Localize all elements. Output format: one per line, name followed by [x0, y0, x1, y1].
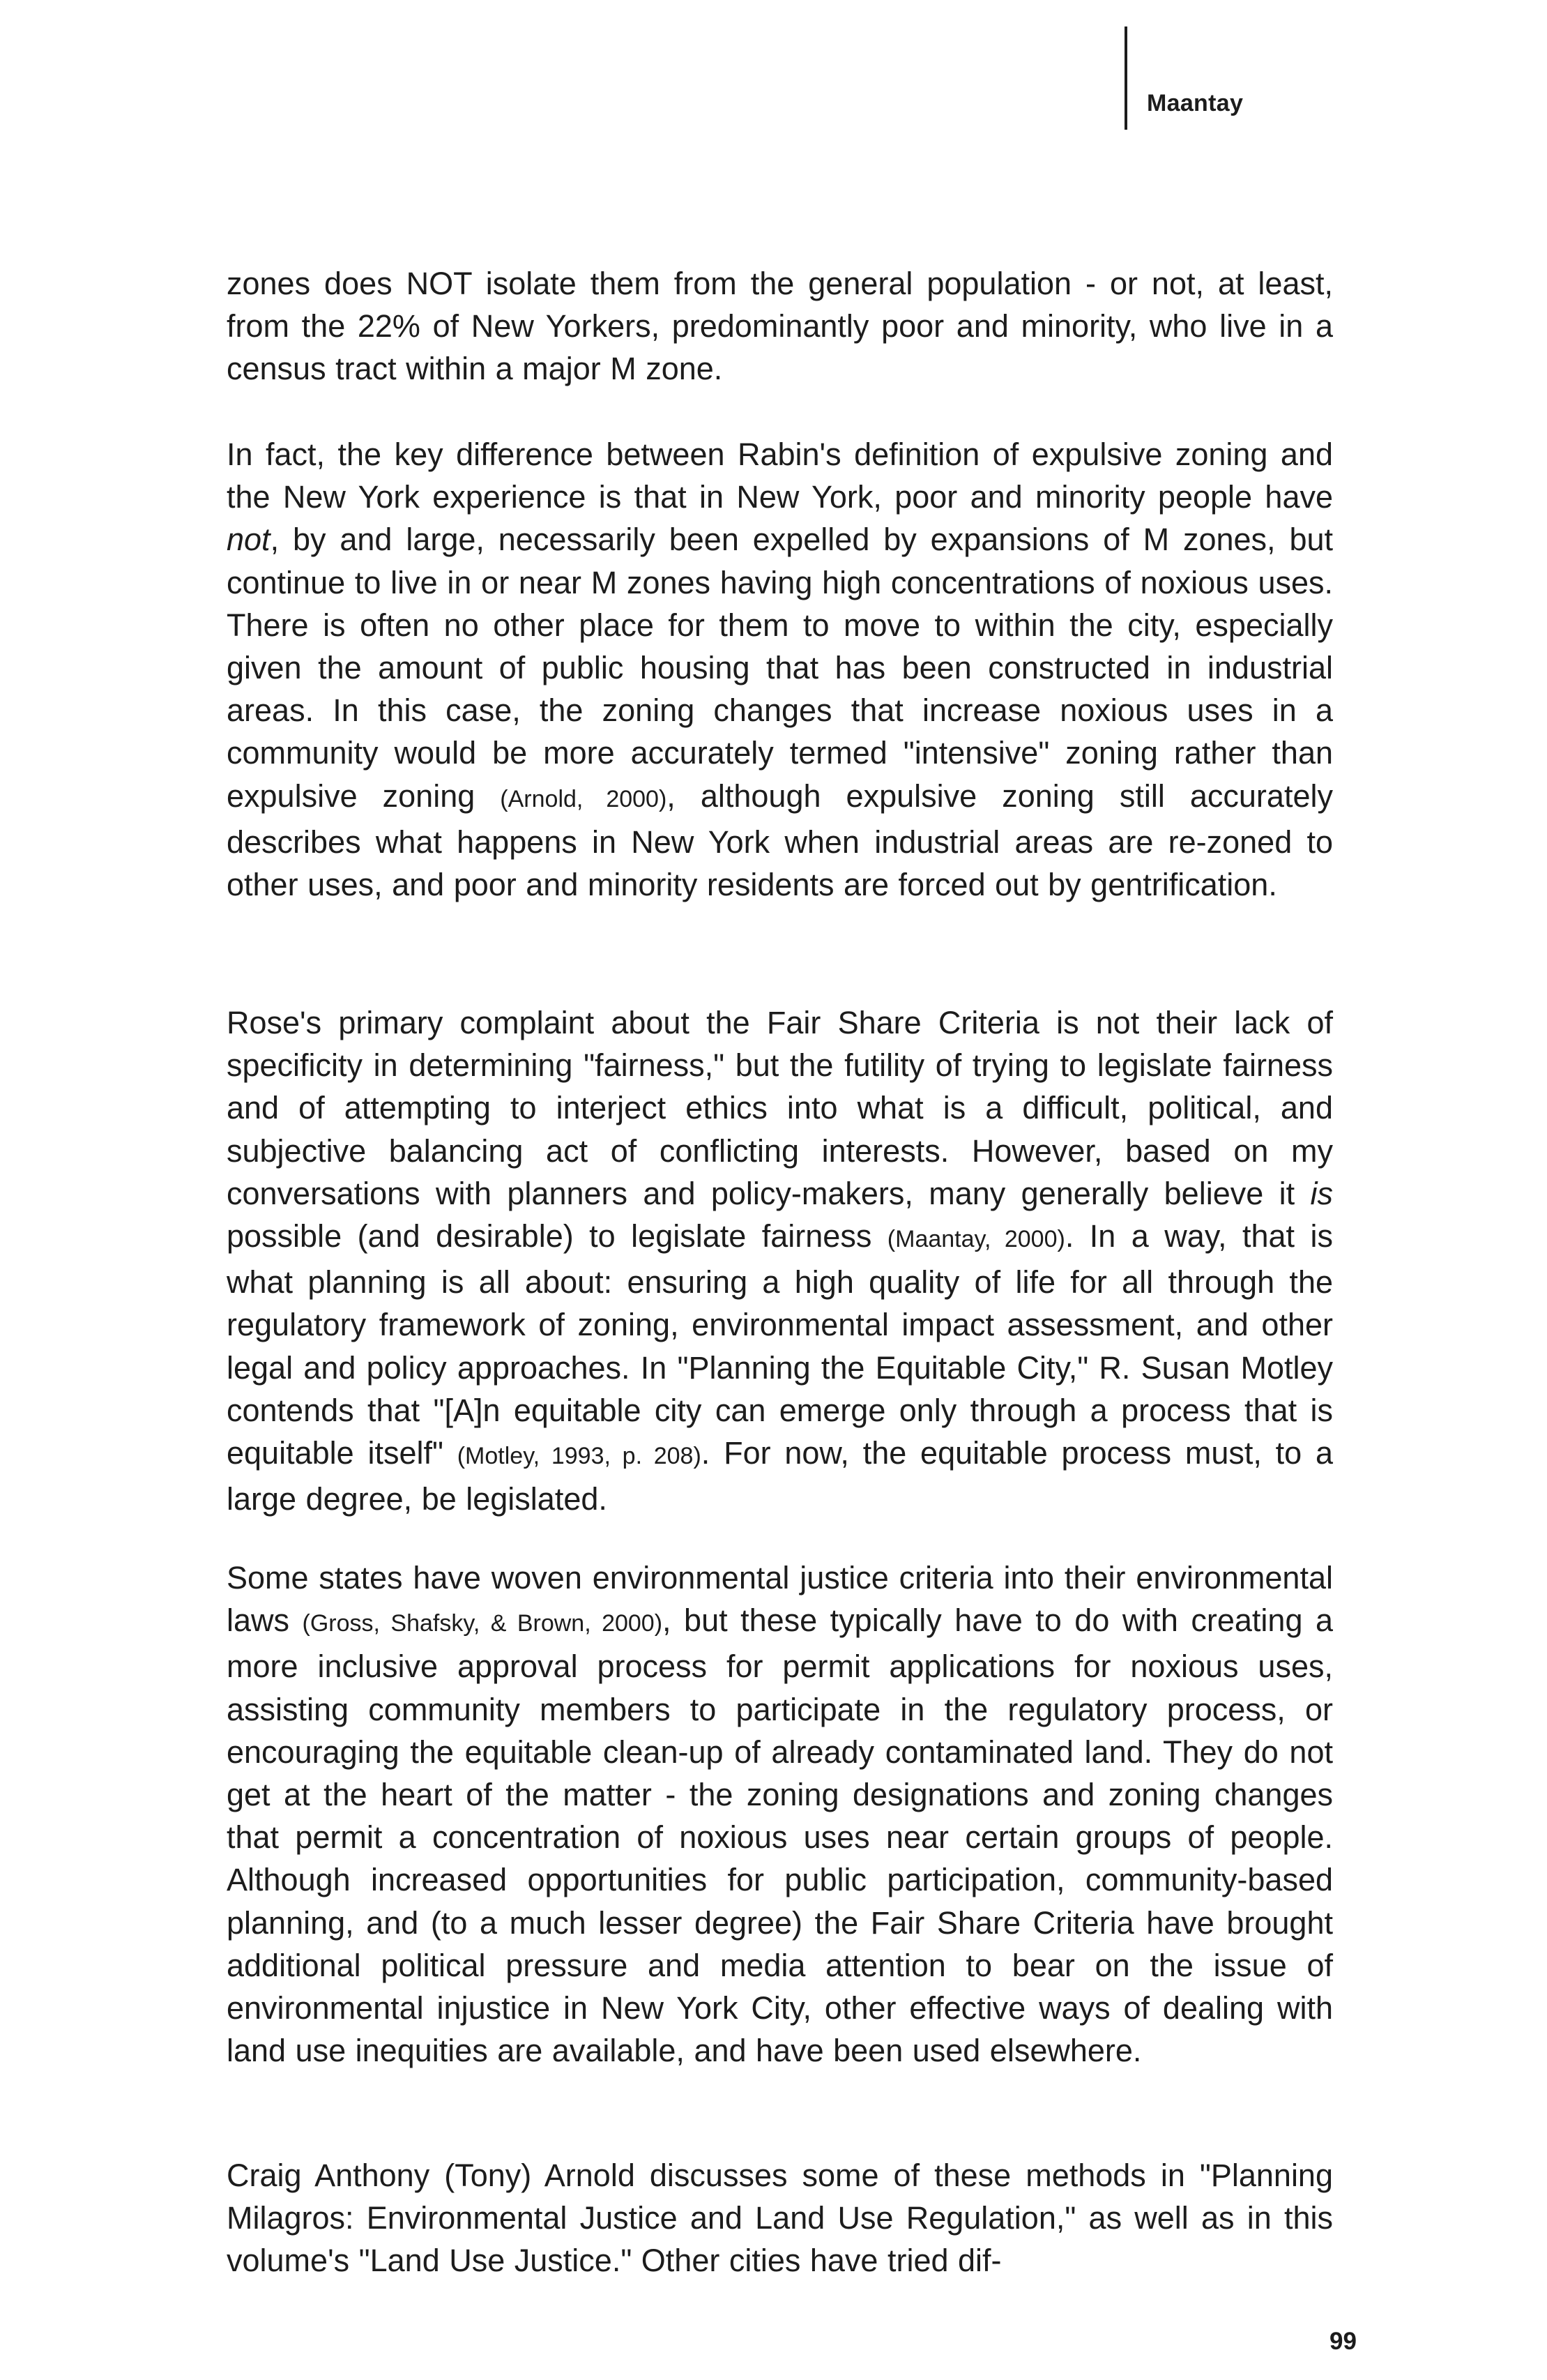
paragraph-4-part-a: Some states have woven environmental justice criteria into their environmental laws [227, 1560, 1333, 1639]
paragraph-2-part-c: , although expulsive zoning still accurately describes what happens in New York when industrial areas are re-zoned to other uses, and poor and minority residents are forced out by gentrification. [227, 778, 1333, 903]
paragraph-4 [227, 1556, 1333, 2072]
citation-arnold-2000: (Arnold, 2000) [500, 785, 667, 812]
page-number: 99 [1329, 2328, 1357, 2355]
paragraph-2-emphasis: not [227, 522, 270, 558]
paragraph-3-part-c: . In a way, that is what planning is all about: ensuring a high quality of life for all through the regulatory framework of zoning, environmental impact assessment, and other legal and policy approaches. In "Planning the Equitable City," R. Susan Motley contends that "[A]n equitable city can emerge only through a process that is equitable itself" [227, 1218, 1333, 1471]
paragraph-4-part-b: , but these typically have to do with creating a more inclusive approval process for permit applications for noxious uses, assisting community members to participate in the regulatory process, or encouraging the equitable clean-up of already contaminated land. They do not get at the heart of the matter - the zoning designations and zoning changes that permit a concentration of noxious uses near certain groups of people. Although increased opportunities for public participation, community-based planning, and (to a much lesser degree) the Fair Share Criteria have brought additional political pressure and media attention to bear on the issue of environmental injustice in New York City, other effective ways of dealing with land use inequities are available, and have been used elsewhere. [227, 1602, 1333, 2069]
paragraph-2-part-a: In fact, the key difference between Rabin's definition of expulsive zoning and the New York experience is that in New York, poor and minority people have [227, 437, 1333, 515]
paragraph-3-part-a: Rose's primary complaint about the Fair Share Criteria is not their lack of specificity in determining "fairness," but the futility of trying to legislate fairness and of attempting to interject ethics into what is a difficult, political, and subjective balancing act of conflicting interests. However, based on my conversations with planners and policy-makers, many generally believe it [227, 1005, 1333, 1211]
paragraph-3-emphasis: is [1310, 1175, 1333, 1211]
citation-gross-2000: (Gross, Shafsky, & Brown, 2000) [302, 1610, 663, 1637]
running-head: Maantay [1147, 90, 1244, 116]
citation-maantay-2000: (Maantay, 2000) [887, 1226, 1065, 1253]
paragraph-2-part-b: , by and large, necessarily been expelled by expansions of M zones, but continue to live in or near M zones having high concentrations of noxious uses. There is often no other place for them to move to within the city, especially given the amount of public housing that has been constructed in industrial areas. In this case, the zoning changes that increase noxious uses in a community would be more accurately termed "intensive" zoning rather than expulsive zoning [227, 522, 1333, 814]
paragraph-3-part-d: . For now, the equitable process must, to a large degree, be legislated. [227, 1435, 1333, 1517]
header-rule [1125, 26, 1127, 130]
paragraph-2 [227, 433, 1333, 906]
citation-motley-1993: (Motley, 1993, p. 208) [457, 1443, 701, 1470]
paragraph-3-part-b: possible (and desirable) to legislate fairness [227, 1218, 887, 1255]
paragraph-5: Craig Anthony (Tony) Arnold discusses some of these methods in "Planning Milagros: Environmental Justice and Land Use Regulation," as well as in this volume's "Land Use Justice." Other cities have tried dif- [227, 2158, 1333, 2279]
paragraph-1: zones does NOT isolate them from the general population - or not, at least, from the 22% of New Yorkers, predominantly poor and minority, who live in a census tract within a major M zone. [227, 266, 1333, 387]
paragraph-3 [227, 1001, 1333, 1520]
